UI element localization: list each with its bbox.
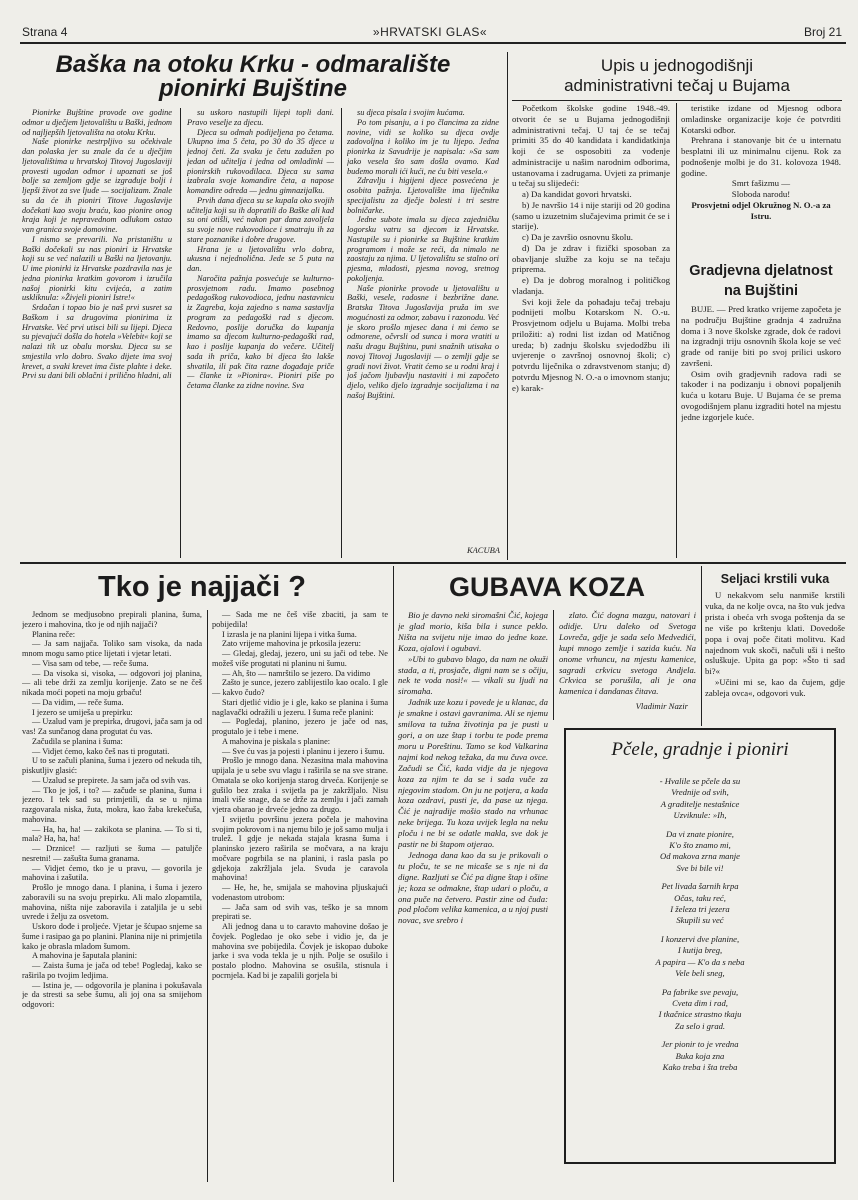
tko-title: Tko je najjači ? [98, 571, 306, 603]
paragraph: I jezero se umiješa u prepirku: [32, 707, 133, 717]
tko-column-1 [22, 610, 202, 1182]
poem-line: Od makova zrna manje [660, 851, 740, 862]
section-divider [393, 566, 394, 1182]
paragraph: e) Da je dobrog moralnog i političkog vladanja. [512, 275, 670, 296]
poem-stanza [576, 881, 824, 927]
poem-line: I železa tri jezera [670, 904, 730, 915]
paragraph: — Sve ću vas ja pojesti i planinu i jezero i šumu. [222, 746, 385, 756]
paragraph: teristike izdane od Mjesnog odbora omladinske organizacije koje će potvrditi Kotarski odbor. [681, 103, 841, 135]
poem-line: I tkačnice strastno tkaju [658, 1009, 742, 1020]
paragraph: Jadnik uze kozu i povede je u klanac, da je smakne i ostavi gavranima. Ali se njemu smilova ta tužna životinja pa je pusti u gori, a on uze štap i torbu te pođe prema moru u Poreštinu. Tamo se kod Valkarina najmi kod nekog težaka, da mu čuva ovce. Začudi se Čić, kada vidje da je njegova koza za njim te da se i sada vuče za njegovim stadom. On ju ne potjera, a kada koza ozdravi, pusti je, da pase uz njega. Čić je najradije mošio stado na vrhunac neke brijega. Tu koza uvijek legla na neku ploču i ne bi se odatle makla, sve dok je pastir ne bi štapom otjerao. [398, 697, 548, 850]
paragraph: Djeca su odmah podijeljena po četama. Ukupno ima 5 četa, po 30 do 35 djece u jednoj četi. Za svaku je četu zadužen po jedan od učitelja i jedna od omladinki — pionirskih rukovodilaca. Djeca su sama izabrala svoje komandire četa, a napose komandire odreda — jednu gimnazijalku. [187, 127, 334, 195]
poem-line: A papira — K'o da s neba [655, 956, 745, 967]
poem-line: Pet livada šarnih krpa [661, 881, 739, 892]
poem-line: Kako treba i šta treba [662, 1061, 738, 1072]
paragraph: c) Da je završio osnovnu školu. [522, 232, 633, 242]
baska-column-3 [347, 108, 499, 560]
poem-line: Očas, taku reć, [674, 892, 726, 903]
paragraph: — Da vidim, — reče šuma. [32, 697, 124, 707]
paragraph: Jednoga dana kao da su je prikovali o tu ploču, te se ne micaše se s nje ni da digne. Razljuti se Čić pa digne štap i ošine je; koza se odmakne, štap udari o ploču, a ona puče na četvero. Pastir zine od čuda: pod pločom velika kamenica, a u njoj pusti novac, sve srebro i [398, 849, 548, 926]
issue-number: Broj 21 [803, 25, 842, 39]
poem-line: A graditelje nestašnice [660, 798, 740, 809]
section-divider [507, 52, 508, 560]
paragraph: — Uzalud vam je prepirka, drugovi, jača sam ja od vas! Za sunčanog dana progutat ću vas. [22, 717, 202, 736]
paragraph: U to se začuli planina, šuma i jezero od nekuda tih, piskutljiv glasić: [22, 756, 202, 775]
paragraph: — Visa sam od tebe, — reče šuma. [32, 658, 149, 668]
baska-signature: KACUBA [430, 545, 500, 555]
paragraph: Naročita pažnja posvećuje se kulturno-prosvjetnom radu. Imamo posebnog pedagoškog rukovodioca, jednu nastavnicu iz Zagreba, koja zajedno s nama sastavlja program za pedagoški rad s djecom. Redovno, poslije doručka do kupanja imamo sa djecom kulturno-pedagoški rad, kao i poslije kupanja do večere. Učitelj sada ih priča, kako bi djeca što lakše shvatila, ili pak čita razne događaje priče — članke iz »Pionira«. Pioniri piše po četama članke za zidne novine. Sva [187, 273, 334, 390]
paragraph: A mahovina je šaputala planini: [32, 951, 138, 961]
poem-line: Vele beli sneg, [675, 968, 725, 979]
header-rule [20, 42, 846, 44]
gubava-column-1 [398, 610, 548, 1182]
paragraph: I svijetlu površinu jezera počela je mahovina svojim pokrovom i na njemu bilo je još samo mulja i trulež. I gdje je nekada stajala krasna šuma i planinsko jezero raširila se močvara, a na kraju močvare pogrbila se na planini, i rasla pasla po gdjekoja zakržljala jela. Svuda je caravola mahovina! [212, 814, 388, 883]
paragraph: Zdravlju i higijeni djece posvećena je osobita pažnja. Ljetovalište ima liječnika specijalistu za dječje bolesti i tri sestre bolničarke. [347, 176, 499, 215]
paragraph: — Pogledaj, planino, jezero je jače od nas, progutalo je i tebe i mene. [212, 717, 388, 736]
paragraph: — Tko je još, i to? — začude se planina, šuma i jezero. I tek sad su primjetili, da se u njima razgovarala niska, žuta, mokra, kao žaba krekečuša, mahovina. [22, 785, 202, 824]
paragraph: Prošlo je mnogo dana. I planina, i šuma i jezero zaboravili su na svoju prepirku. Ali malo zlopamtila, mahovina, ništa nije zaboravila i zataljila je u sebi uvrede i želju za osvetom. [22, 883, 202, 922]
gubava-signature: Vladimir Nazir [635, 701, 688, 712]
poem-title: Pčele, gradnje i pioniri [611, 739, 789, 760]
newspaper-name: »HRVATSKI GLAS« [372, 25, 488, 39]
poem-stanza [576, 934, 824, 980]
paragraph: Jednom se medjusobno prepirali planina, šuma, jezero i mahovina, tko je od njih najjači? [22, 610, 202, 629]
poem-line: Buka koja zna [675, 1050, 725, 1061]
paragraph: Početkom školske godine 1948.-49. otvorit će se u Bujama jednogodišnji administrativni tečaj. U taj će se tečaj primiti 35 do 40 kandidata i kandidatkinja koji će se osposobiti za vođenje administracije u našim narodnim odborima, ustanovama i zadrugama. Uvjeti za primanje u tečaj su slijedeći: [512, 103, 670, 189]
gubava-title: GUBAVA KOZA [449, 572, 645, 602]
paragraph: Pionirke Bujštine provode ove godine odmor u dječjem ljetovalištu u Baški, jednom od najljepših ljetovališta na otoku Krku. [22, 108, 172, 137]
poem-line: I konzervi dve planine, [660, 933, 740, 944]
gradjevna-title-line1: Gradjevna djelatnost [689, 263, 833, 279]
upis-slogan: Smrt fašizmu — [731, 178, 791, 189]
paragraph: Bio je davno neki siromašni Čić, kojega je glad morio, kiša bila i sunce peklo. Ništa na svijetu nije imao do jedne koze. Koza, ojalovi i ogubavi. [398, 610, 548, 653]
paragraph: Zašto je sunce, jezero zablijestilo kao ocalo. I gle — kakvo čudo? [212, 678, 388, 697]
poem-box [564, 728, 836, 1164]
paragraph: — Gledaj, gledaj, jezero, uni su jači od tebe. Ne možeš više progutati ni planinu ni šumu. [212, 649, 388, 668]
upis-title-line1: Upis u jednogodišnji [600, 56, 754, 75]
poem-stanza [576, 987, 824, 1033]
paragraph: — Drznice! — razljuti se šuma — patuljče nesretni! — zašušta šuma granama. [22, 844, 202, 863]
poem-stanza [576, 776, 824, 822]
tko-column-2 [212, 610, 388, 1182]
upis-column-2 [681, 103, 841, 221]
column-divider [676, 103, 677, 558]
paragraph: — Uzalud se prepirete. Ja sam jača od svih vas. [32, 775, 191, 785]
paragraph: su uskoro nastupili lijepi topli dani. Pravo veselje za djecu. [187, 108, 334, 127]
paragraph: a) Da kandidat govori hrvatski. [522, 189, 632, 199]
paragraph: Prvih dana djeca su se kupala oko svojih učitelja koji su ih dopratili do Baške ali kad su oni otišli, već nakon par dana zavoljela su svoje nove rukovodioce i smatraju ih za stare poznanike i dobre drugove. [187, 195, 334, 244]
poem-line: Sve bi bile vi! [676, 862, 724, 873]
baska-title-line2: pionirki Bujštine [158, 77, 347, 101]
paragraph: — Ha, ha, ha! — zakikota se planina. — To si ti, mala? Ha, ha, ha! [22, 824, 202, 844]
paragraph: b) Je navršio 14 i nije stariji od 20 godina (samo u izuzetnim slučajevima primit će se i starije). [512, 199, 670, 232]
gradjevna-title-line2: na Bujštini [723, 283, 799, 299]
paragraph: Svi koji žele da pohađaju tečaj trebaju podnijeti molbu Kotarskom N. O.-u. Prosvjetnom odjelu u Bujama. Molbi treba priložiti: a) rodni list izdan od Matičnog ureda; b) zadnju školsku svjedodžbu ili uvjerenje o završnoj osnovnoj školi; c) potvrdu liječnika o zdravstvenom stanju; d) potvrdu Mjesnog N. O.-a o imovnom stanju; e) karak- [512, 296, 670, 393]
paragraph: Naše pionirke nestrpljivo su očekivale dan polaska jer su znale da će u dječjim ljetovalištima u hrvatskoj Titovoj Jugoslaviji provesti ugodan odmor i upoznati se još bolje sa zemljom gdje se izgrađuje bolji i ljepši život za sve ljude — socijalizam. Znale su da će ih pioniri Titove Jugoslavije dočekati kao svoju braću, kao pionire onog kraja koji je nepravednom odlukom ostao van granica svoje domovine. [22, 137, 172, 234]
poem-line: Jer pionir to je vredna [661, 1039, 739, 1050]
paragraph: Naše pionirke provode u ljetovalištu u Baški, vesele, radosne i bezbrižne dane. Bratska Titova Jugoslavija pruža im sve mogućnosti za odmor, zabavu i razonodu. Već je skoro prošlo mjesec dana i mi ćemo se odmorene, očvrsli od sunca i mora vratiti u našu dragu Bujštinu, puni snažnih utisaka o novoj Titovoj Jugoslaviji — o zemlji gdje se gradi novi život. Vratit ćemo se u rodni kraj i još jačom ljubavlju nastaviti i mi započeto djelo, veliko djelo izgradnje socijalizma i na našoj Bujštini. [347, 283, 499, 400]
paragraph: I nismo se prevarili. Na pristaništu u Baški dočekali su nas pioniri iz Hrvatske koji su se već nalazili u Baški na ljetovanju. U ime pionirki iz Hrvatske pozdravila nas je jedna pionirka kratkim govorom i izručila našoj pionirki kitu cvijeća, a zatim uskliknula: »Živjeli pioniri Istre!« [22, 234, 172, 303]
poem-body [576, 776, 824, 1080]
paragraph: Srdačan i topao bio je naš prvi susret sa Baškom i sa drugovima pionirima iz Hrvatske. Već prvi utisci bili su lijepi. Djeca su pjevajući došla do hotela »Velebit« koji se nalazi tik uz obalu morsku. Djeca su se smjestila vrlo dobro. Svako dijete ima svoj krevet, a svaki krevet ima čiste plahte i deke. Prvi su dani bili oblačni i prilično hladni, ali [22, 303, 172, 381]
paragraph: — Jača sam od svih vas, teško je sa mnom prepirati se. [212, 902, 388, 922]
paragraph: Jedne subote imala su djeca zajedničku logorsku vatru sa djecom iz Hrvatske. Nastupile su i pionirke sa Bujštine kratkim programom i može se reći, da nimalo ne zaostaju za njima. U ljetovalištu se stalno ori pjesma, mladosti, pjesma novog, sretnog pokoljenja. [347, 215, 499, 283]
upis-title-line2: administrativni tečaj u Bujama [564, 76, 790, 95]
poem-line: Za selo i grad. [674, 1020, 726, 1031]
paragraph: BUJE. — Pred kratko vrijeme započeta je na području Bujštine gradnja 4 zadružna doma i 3 nove školske zgrade, dok će radovi na izgradnji triju osnovnih škola koje se već grade od ranije biti po svoj prilici uskoro završeni. [681, 304, 841, 368]
paragraph: — Sada me ne češ više zbaciti, ja sam te pobijedila! [212, 610, 388, 629]
paragraph: Začudila se planina i šuma: [32, 736, 123, 746]
poem-stanza [576, 829, 824, 875]
upis-office: Prosvjetni odjel Okružnog N. O.-a za Istru. [691, 199, 831, 221]
section-divider [701, 566, 702, 726]
column-divider [180, 108, 181, 558]
column-divider [207, 610, 208, 1182]
baska-column-2 [187, 108, 334, 560]
upis-slogan-2: Sloboda narodu! [731, 189, 791, 199]
paragraph: U nekakvom selu nanmiše krstili vuka, da ne kolje ovca, na što vuk jedva prista i obeća vrh svoga poštenja da se ne više po krštenju klati. Dovedoše popa i ovaj poče čitati molitvu. Kad najednom vuk skoči, načuli uši i nešto osluškuje. Upita ga pop: »Što ti sad bi?« [705, 590, 845, 677]
paragraph: — Da visoka si, visoka, — odgovori joj planina, — ali tebe drži za zemlju korijenje. Zato se ne češ nikada moći popeti na moju grbaču! [22, 668, 202, 697]
section-rule [20, 562, 846, 564]
poem-line: Cvetа dim i rad, [672, 997, 728, 1008]
poem-line: Skupili su već [676, 915, 724, 926]
paragraph: »Ubi to gubavo blago, da nam ne okuži stada, a ti, prosjače, digni nam se s očiju, nek te voda nosi!« — vikali su ljudi na siromaha. [398, 653, 548, 697]
paragraph: — Istina je, — odgovorila je planina i pokušavala je da stresti sa sebe šumu, ali joj ona sa smijehom odgovori: [22, 980, 202, 1009]
paragraph: — Vidjet ćemo, tko je u pravu, — govorila je mahovina i zašutila. [22, 863, 202, 883]
paragraph: Prošlo je mnogo dana. Nezasitna mala mahovina upijala je u sebe svu vlagu i raširila se na sve strane. Omatala se oko korijenja starog drveća. Korijenje se gušilo bez zraka i svijetla pa je zakržljalo. Nisu imali više snage, da se drže za zemlju i jači zamah vjetra obarao je drveće jedno za drugo. [212, 756, 388, 814]
poem-line: Uzviknule: »Ih, [673, 810, 727, 821]
paragraph: Hrana je u ljetovalištu vrlo dobra, ukusna i nejednolična. Jede se 5 puta na dan. [187, 244, 334, 273]
poem-line: - Hvalile se pčele da su [659, 776, 741, 786]
paragraph: — Vidjet ćemo, kako češ nas ti progutati. [32, 746, 170, 756]
seljaci-text [705, 590, 845, 720]
paragraph: A mahovina je piskala s planine: [222, 736, 331, 746]
paragraph: Uskoro dođe i proljeće. Vjetar je šćupao snjeme sa šume i rasipao ga po planini. Planina nije ni primjetila kako je obrasla mladom šumom. [22, 922, 202, 951]
paragraph: Zato vrijeme mahovina je prkosila jezeru: [222, 639, 361, 649]
poem-line: I kutija breg, [677, 945, 723, 956]
poem-line: K'o što znamo mi, [669, 840, 731, 851]
paragraph: Stari djetlić vidio je i gle, kako se planina i šuma naglavački odražili u jezeru. I šuma reče planini: [212, 697, 388, 717]
paragraph: — Zaista šuma je jača od tebe! Pogledaj, kako se raširila po tvojim ledjima. [22, 961, 202, 980]
paragraph: »Učini mi se, kao da čujem, gdje zableja ovca«, odgovori vuk. [705, 677, 845, 699]
paragraph: Planina reče: [32, 629, 76, 639]
page-number: Strana 4 [22, 25, 68, 39]
seljaci-title: Seljaci krstili vuka [720, 572, 830, 586]
paragraph: d) Da je zdrav i fizički sposoban za obavljanje službe za koju se na tečaju priprema. [512, 242, 670, 275]
paragraph: su djeca pisala i svojim kućama. [357, 108, 465, 117]
baska-column-1 [22, 108, 172, 560]
paragraph: Po tom pisanju, a i po člancima za zidne novine, vidi se koliko su djeca ovdje zadovoljna i koliko im je tu lijepo. Jedna pionirka iz Savudrije je napisala: »Sa sam jako vesela što sam došla ovamo. Kad budemo morali ići kući, ne ću biti vesela.« [347, 117, 499, 176]
poem-line: Da vi znate pionire, [666, 828, 734, 839]
paragraph: I izrasla je na planini lijepa i vitka šuma. [222, 629, 357, 639]
upis-column-1 [512, 103, 670, 560]
poem-line: Pa fabrike sve pevaju, [661, 986, 739, 997]
paragraph: — Ah, što — namrštilo se jezero. Da vidimo [222, 668, 371, 678]
gubava-column-2 [559, 610, 696, 712]
column-divider [341, 108, 342, 558]
paragraph: — He, he, he, smijala se mahovina pljuskajući vodenastom utrobom: [212, 883, 388, 902]
paragraph: Prehrana i stanovanje bit će u internatu besplatni ili uz minimalnu cijenu. Rok za podnošenje molbi je do 31. kolovoza 1948. godine. [681, 135, 841, 178]
poem-stanza [576, 1039, 824, 1073]
column-divider [553, 610, 554, 720]
paragraph: zlato. Čić dogna mazgu, natovari i odidje. Uru daleko od Svetoga Lovreča, gdje je sada selo Medvedići, kupi mnogo zemlje i sazida kuću. Na onome vrhuncu, na mjestu kamenice, sagradi crkvicu svetoga Andjela. Crkvica se porušila, ali je ona kamenica i dandanas čitava. [559, 610, 696, 697]
paragraph: Osim ovih gradjevnih radova radi se također i na podizanju i obnovi popaljenih kuća u kotaru Buje. U Bujama će se prema ovogodišnjem planu izgraditi hotel na mjestu jedne izgorjele kuće. [681, 368, 841, 422]
paragraph: — Ja sam najjača. Toliko sam visoka, da nada mnom mogu samo ptice lijetati i vjetar letati. [22, 639, 202, 658]
upis-rule [512, 100, 842, 101]
paragraph: Ali jednog dana u to caravto mahovine došao je čovjek. Pogledao je oko sebe i vidio je, da je mahovina sve pobijedila. Čovjek je iskopao duboke jarke i sva voda tekla je u njih. Polje se osušilo i postalo plodno. Mahovina se osušila, stisnula i pocrnjela. Kad bi je zapalili gorjela bi [212, 922, 388, 980]
baska-title-line1: Baška na otoku Krku - odmaralište [55, 53, 451, 77]
gradjevna-text [681, 304, 841, 558]
poem-line: Vrednije od svih, [671, 787, 729, 798]
